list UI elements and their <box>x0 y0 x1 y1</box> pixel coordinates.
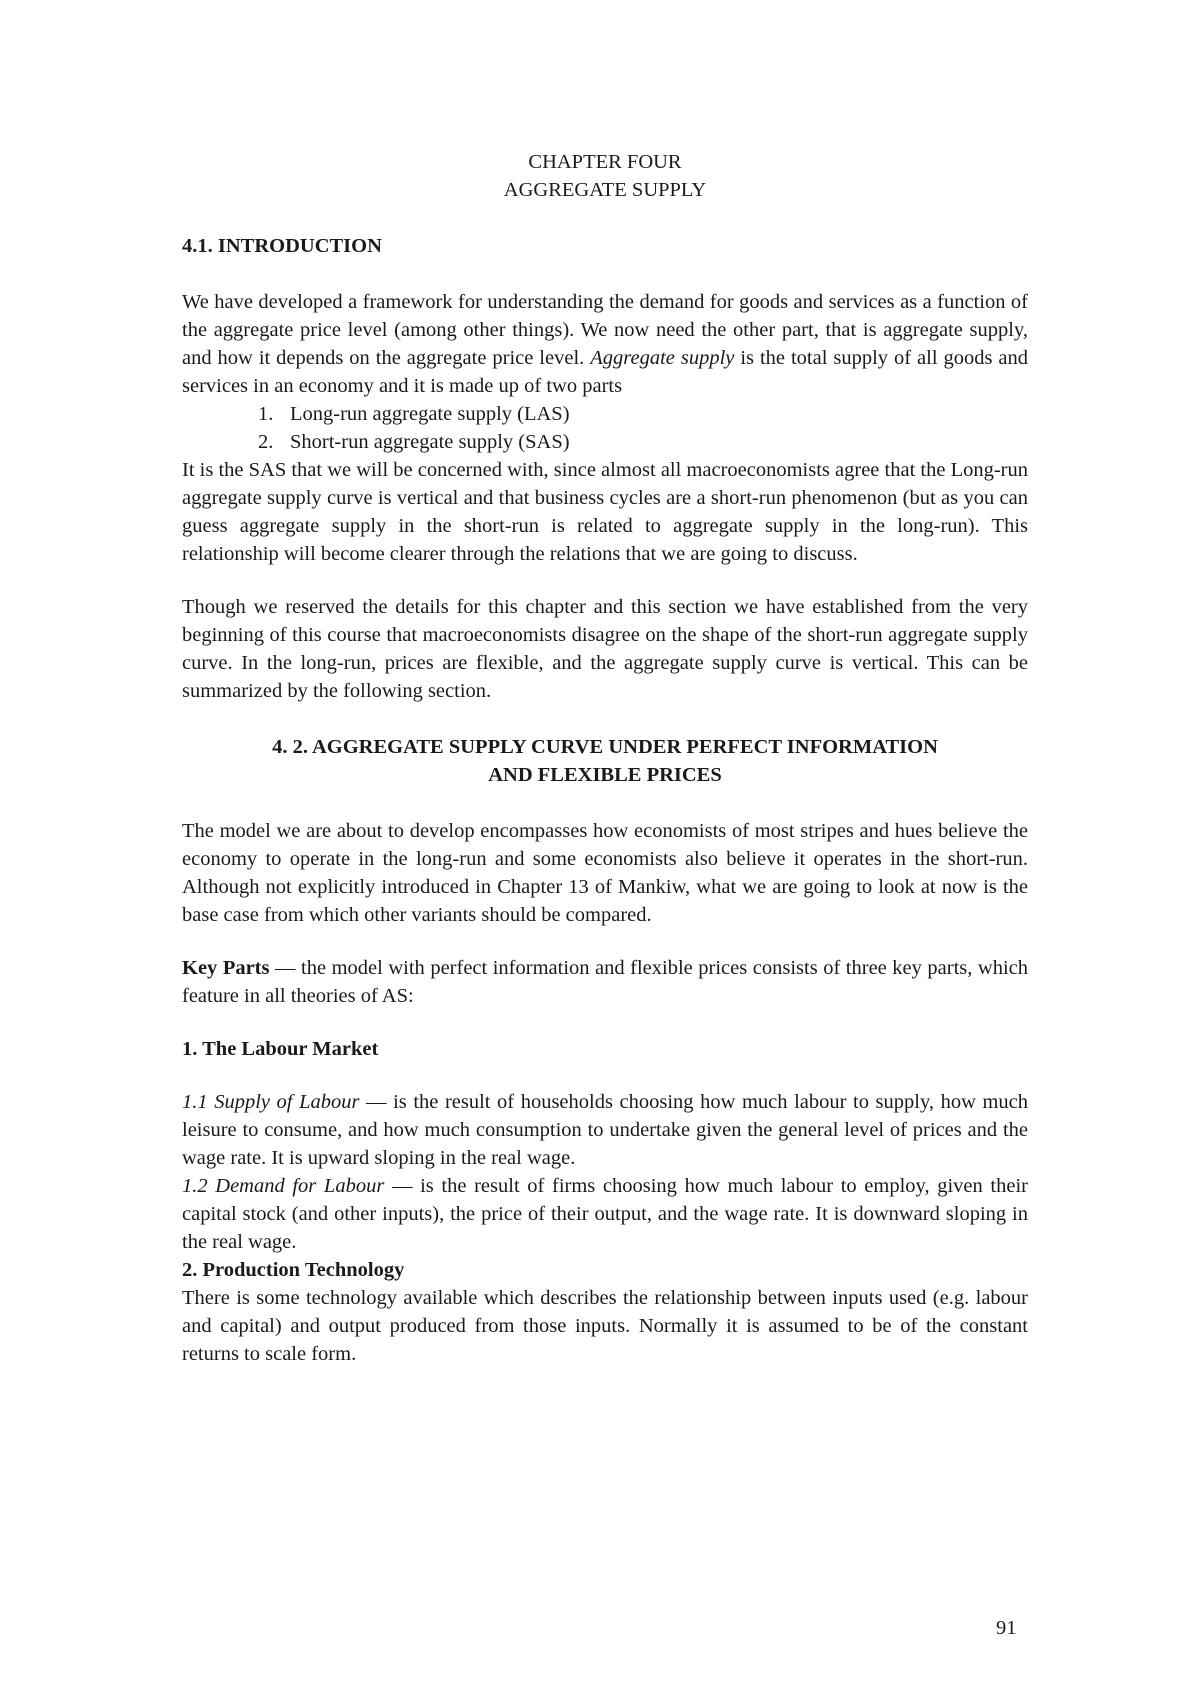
list-item-number: 1. <box>258 403 274 425</box>
list-item <box>182 428 1028 456</box>
model-paragraph: The model we are about to develop encompasses how economists of most stripes and hues believe the economy to operate in the long-run and some economists also believe it operates in the short-run. Although not explicitly introduced in Chapter 13 of Mankiw, what we are going to look at now is the base case from which other variants should be compared. <box>182 820 1028 926</box>
key-parts-paragraph <box>182 954 1028 1010</box>
intro-p1-text: We have developed a framework for understanding the demand for goods and services as a function of the aggregate price level (among other things). We now need the other part, that is aggregate supply, and how it depends on the aggregate price level. <box>182 291 1028 369</box>
intro-paragraph-1 <box>182 288 1028 400</box>
production-technology-heading: 2. Production Technology <box>182 1259 405 1281</box>
list-item <box>182 400 1028 428</box>
key-parts-text: — the model with perfect information and flexible prices consists of three key parts, which feature in all theories of AS: <box>182 957 1028 1007</box>
list-item-text: Long-run aggregate supply (LAS) <box>290 403 570 425</box>
list-item-text: Short-run aggregate supply (SAS) <box>290 431 570 453</box>
intro-p1-rest: is the total supply of all goods and services in an economy and it is made up of two parts <box>182 347 1029 397</box>
supply-of-labour-paragraph <box>182 1088 1028 1172</box>
page-content <box>182 148 1028 1368</box>
chapter-title: AGGREGATE SUPPLY <box>503 179 707 201</box>
section-heading-perfect-information <box>182 733 1028 789</box>
demand-for-labour-paragraph <box>182 1172 1028 1256</box>
intro-paragraph-3: Though we reserved the details for this chapter and this section we have established from the very beginning of this course that macroeconomists disagree on the shape of the short-run aggregate supply curve. In the long-run, prices are flexible, and the aggregate supply curve is vertical. This can be summarized by the following section. <box>182 596 1028 702</box>
aggregate-supply-term: Aggregate supply <box>590 347 735 369</box>
section2-heading-line1: 4. 2. AGGREGATE SUPPLY CURVE UNDER PERFECT INFORMATION <box>272 736 938 758</box>
section-heading-introduction: 4.1. INTRODUCTION <box>182 235 382 257</box>
supply-parts-list <box>182 400 1028 456</box>
demand-for-labour-text: — is the result of firms choosing how much labour to employ, given their capital stock (and other inputs), the price of their output, and the wage rate. It is downward sloping in the real wage. <box>182 1175 1028 1253</box>
chapter-number: CHAPTER FOUR <box>528 151 682 173</box>
supply-of-labour-label: 1.1 Supply of Labour <box>182 1091 360 1113</box>
page-number: 91 <box>996 1617 1017 1639</box>
demand-for-labour-label: 1.2 Demand for Labour <box>182 1175 385 1197</box>
list-item-number: 2. <box>258 431 274 453</box>
labour-market-heading: 1. The Labour Market <box>182 1038 379 1060</box>
key-parts-label: Key Parts <box>182 957 270 979</box>
section2-heading-line2: AND FLEXIBLE PRICES <box>488 764 722 786</box>
supply-of-labour-text: — is the result of households choosing how much labour to supply, how much leisure to consume, and how much consumption to undertake given the general level of prices and the wage rate. It is upward sloping in the real wage. <box>182 1091 1028 1169</box>
intro-paragraph-2: It is the SAS that we will be concerned with, since almost all macroeconomists agree that the Long-run aggregate supply curve is vertical and that business cycles are a short-run phenomenon (but as you can guess aggregate supply in the short-run is related to aggregate supply in the long-run). This relationship will become clearer through the relations that we are going to discuss. <box>182 459 1028 565</box>
production-technology-paragraph: There is some technology available which describes the relationship between inputs used (e.g. labour and capital) and output produced from those inputs. Normally it is assumed to be of the constant returns to scale form. <box>182 1287 1028 1365</box>
